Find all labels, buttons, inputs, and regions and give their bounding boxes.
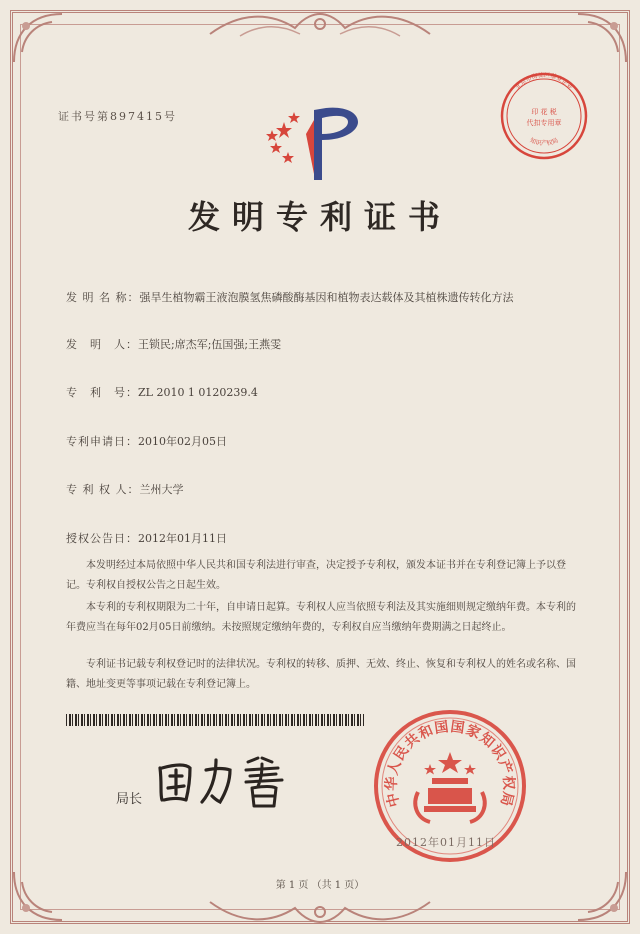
svg-text:北京市海淀区基业企业: 北京市海淀区基业企业 [514, 71, 574, 92]
patent-number: ZL 2010 1 0120239.4 [138, 386, 258, 399]
seal-date: 2012年01月11日 [396, 836, 496, 849]
patent-number-row [66, 384, 258, 400]
svg-text:知识产权局: 知识产权局 [528, 137, 560, 148]
filing-date-label: 专利申请日： [66, 435, 138, 448]
filing-date-row [66, 433, 227, 449]
svg-text:中华人民共和国国家知识产权局: 中华人民共和国国家知识产权局 [383, 719, 517, 809]
grant-date: 2012年01月11日 [138, 532, 227, 545]
svg-text:印 花 税: 印 花 税 [531, 108, 557, 116]
invention-name-row [66, 288, 596, 307]
top-ornament-icon [200, 8, 440, 42]
corner-ornament-tr-icon [572, 8, 632, 68]
invention-name-label: 发 明 名 称： [66, 291, 140, 304]
body-paragraph-2: 本专利的专利权期限为二十年，自申请日起算。专利权人应当依照专利法及其实施细则规定缴纳年费。本专利的年费应当在每年02月05日前缴纳。未按照规定缴纳年费的，专利权自应当缴纳年费期满之日起终止。 [66, 602, 576, 633]
inventor-label: 发 明 人： [66, 338, 138, 351]
filing-date: 2010年02月05日 [138, 435, 227, 448]
director-label: 局长 [116, 792, 143, 807]
body-paragraph-3: 专利证书记载专利权登记时的法律状况。专利权的转移、质押、无效、终止、恢复和专利权人的姓名或名称、国籍、地址变更等事项记载在专利登记簿上。 [66, 659, 576, 690]
corner-ornament-bl-icon [8, 866, 68, 926]
patentee-label: 专 利 权 人： [66, 483, 140, 496]
tax-stamp-icon [498, 70, 590, 162]
invention-name: 强旱生植物霸王液泡膜氢焦磷酸酶基因和植物表达载体及其植株遗传转化方法 [139, 291, 514, 304]
patentee-row [66, 481, 184, 497]
patent-office-logo-icon [262, 100, 378, 184]
inventor-row [66, 336, 281, 352]
barcode [66, 714, 364, 726]
inventors: 王锁民;席杰军;伍国强;王燕雯 [138, 338, 282, 351]
corner-ornament-tl-icon [8, 8, 68, 68]
patentee: 兰州大学 [139, 483, 184, 496]
page-footer: 第 1 页 （共 1 页） [275, 880, 365, 891]
certificate-number: 证书号第897415号 [58, 110, 177, 123]
svg-text:代扣专用章: 代扣专用章 [526, 119, 562, 127]
bottom-ornament-icon [200, 894, 440, 928]
body-paragraph-1: 本发明经过本局依照中华人民共和国专利法进行审查，决定授予专利权，颁发本证书并在专利登记簿上予以登记。专利权自授权公告之日起生效。 [66, 560, 566, 591]
grant-date-label: 授权公告日： [66, 532, 138, 545]
patent-number-label: 专 利 号： [66, 386, 138, 399]
corner-ornament-br-icon [572, 866, 632, 926]
certificate-title: 发明专利证书 [187, 198, 452, 236]
grant-date-row [66, 530, 227, 546]
director-signature-icon [150, 750, 300, 812]
